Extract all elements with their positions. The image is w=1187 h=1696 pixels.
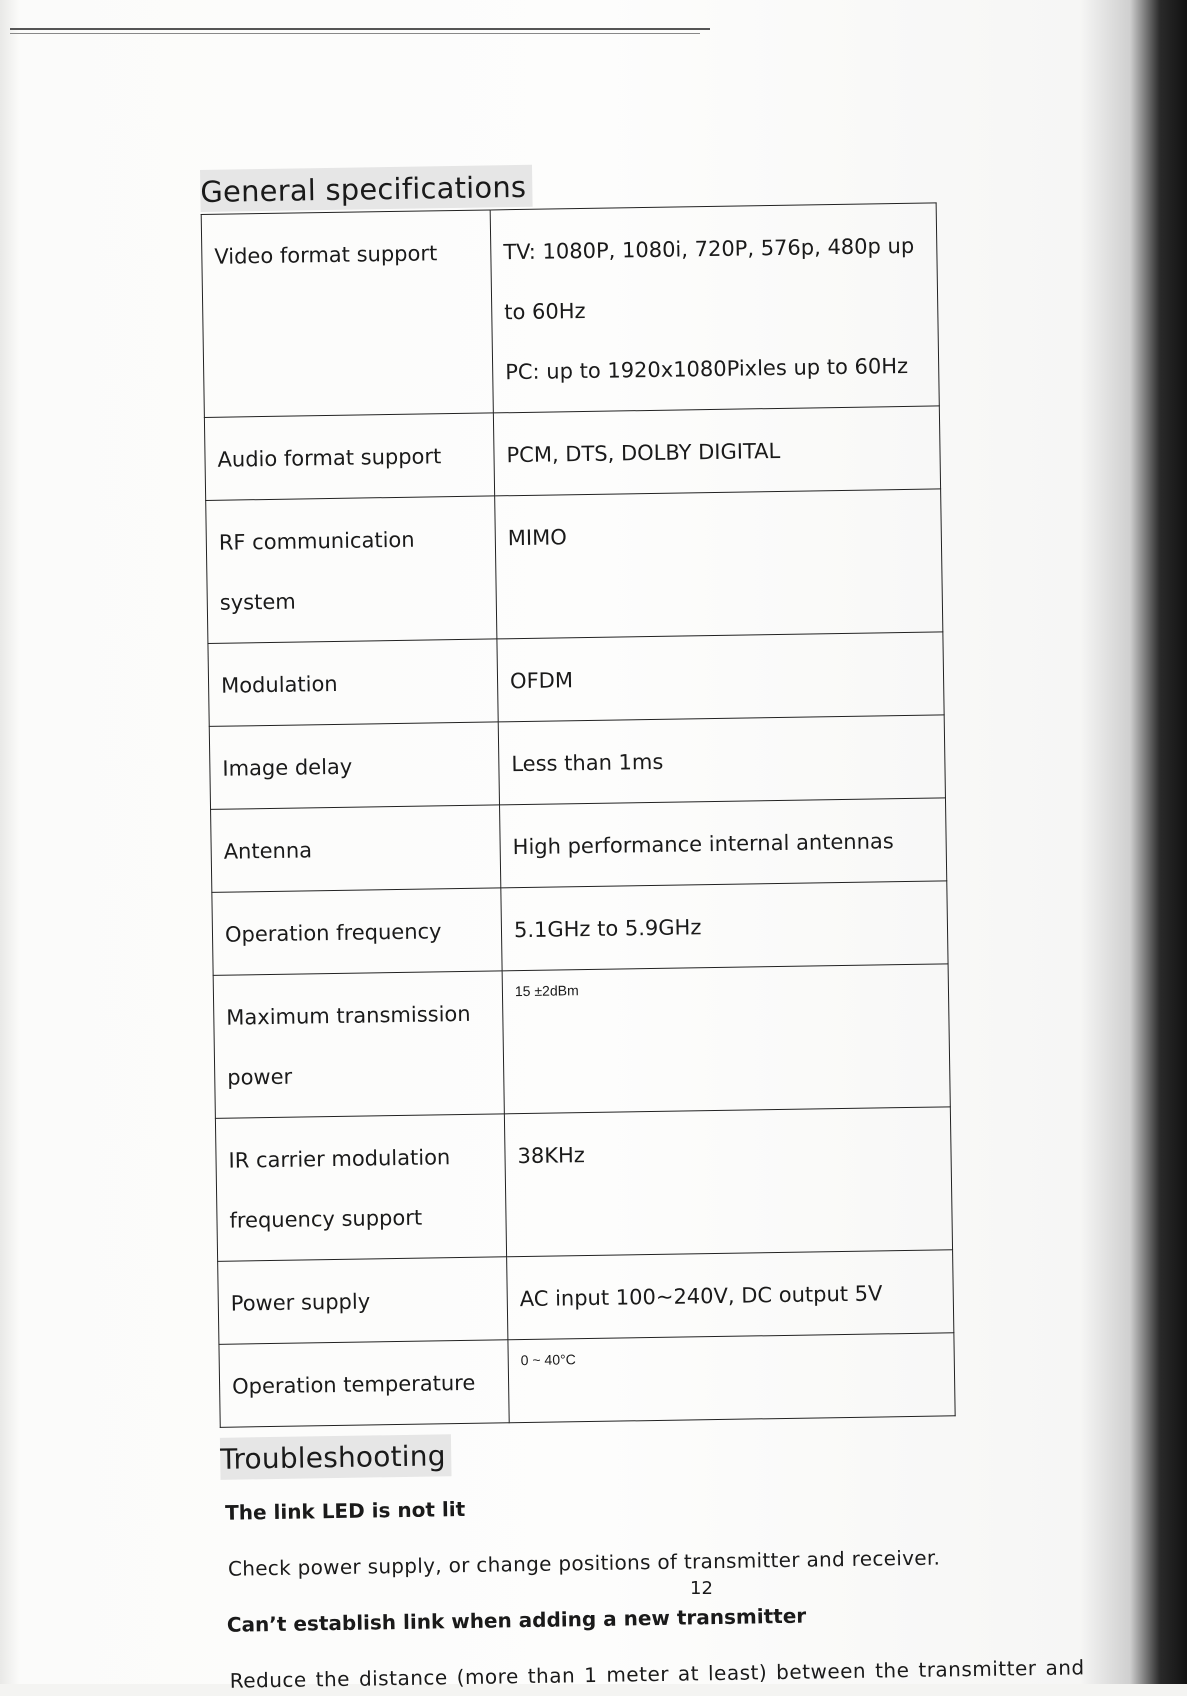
spec-label: Power supply — [218, 1257, 508, 1345]
spec-value-line: TV: 1080P, 1080i, 720P, 576p, 480p up — [503, 233, 915, 265]
spec-value: 38KHz — [504, 1107, 952, 1257]
top-rule — [10, 28, 710, 30]
spec-value: 15 ±2dBm — [502, 964, 950, 1114]
table-row — [201, 203, 939, 418]
table-row — [206, 489, 943, 644]
spec-value: 0 ~ 40°C — [508, 1333, 955, 1423]
top-rule-secondary — [10, 33, 700, 34]
spec-title: General specifications — [200, 165, 533, 212]
spec-label-line: power — [227, 1064, 293, 1090]
table-row — [208, 632, 944, 727]
page-content — [200, 156, 1084, 1695]
spec-value: 5.1GHz to 5.9GHz — [501, 881, 948, 971]
spec-label: Video format support — [201, 210, 493, 418]
spec-label: Image delay — [209, 722, 499, 810]
spec-label-line: frequency support — [229, 1205, 423, 1233]
spec-value: MIMO — [495, 489, 943, 639]
spec-label: Operation frequency — [212, 888, 502, 976]
spec-label: Modulation — [208, 639, 498, 727]
spec-label-line: Maximum transmission — [226, 1001, 471, 1030]
troubleshooting-answer: Reduce the distance (more than 1 meter at least) between the transmitter and — [229, 1655, 1085, 1693]
troubleshooting-question: The link LED is not lit — [224, 1497, 466, 1525]
spec-value-line: PC: up to 1920x1080Pixles up to 60Hz — [505, 353, 909, 385]
spec-label — [206, 496, 497, 644]
spec-value: PCM, DTS, DOLBY DIGITAL — [493, 406, 940, 496]
spec-value — [490, 203, 939, 413]
table-row — [219, 1333, 955, 1428]
troubleshooting-section — [220, 1424, 1084, 1695]
table-row — [204, 406, 940, 501]
table-row — [211, 798, 947, 893]
troubleshooting-title: Troubleshooting — [220, 1434, 452, 1480]
spec-label: Antenna — [211, 805, 501, 893]
page-number: 12 — [690, 1578, 713, 1599]
spec-label-line: system — [219, 589, 296, 615]
spec-label — [213, 971, 504, 1119]
spec-label: Audio format support — [204, 413, 494, 501]
table-row — [213, 964, 950, 1119]
spec-label-line: IR carrier modulation — [228, 1145, 451, 1173]
spec-value-line: to 60Hz — [504, 298, 586, 325]
troubleshooting-answer: Check power supply, or change positions of transmitter and receiver. — [227, 1545, 941, 1581]
table-row — [218, 1250, 954, 1345]
spec-table — [201, 202, 956, 1427]
table-row — [209, 715, 945, 810]
table-row — [212, 881, 948, 976]
spec-label-line: RF communication — [218, 527, 415, 555]
spec-label: Operation temperature — [219, 1340, 509, 1428]
troubleshooting-question: Can’t establish link when adding a new transmitter — [226, 1603, 807, 1637]
spec-value: OFDM — [497, 632, 944, 722]
spec-label — [215, 1114, 506, 1262]
table-row — [215, 1107, 952, 1262]
spec-value: High performance internal antennas — [500, 798, 947, 888]
spec-value: AC input 100~240V, DC output 5V — [507, 1250, 954, 1340]
spec-value: Less than 1ms — [498, 715, 945, 805]
